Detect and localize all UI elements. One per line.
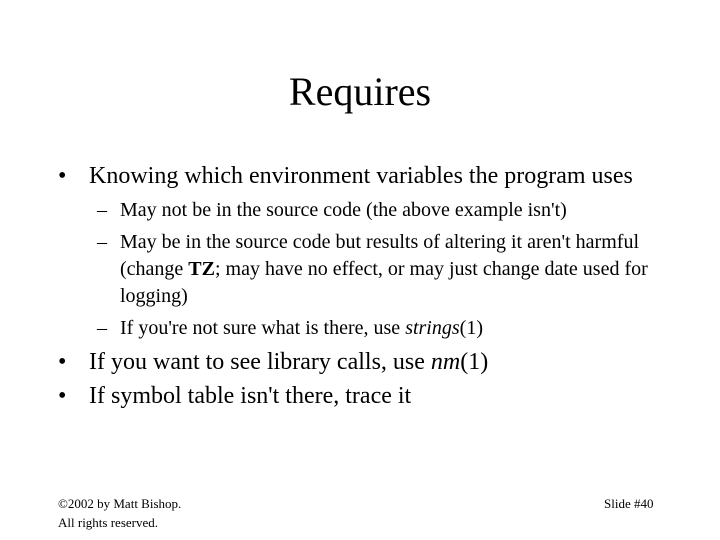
bullet-text — [89, 346, 698, 379]
subbullet-item-source-code — [97, 197, 698, 224]
nm-command: nm — [430, 349, 461, 375]
bullet-item-environment-variables — [58, 160, 698, 193]
bullet-text-part: (1) — [460, 349, 489, 375]
bullet-marker: • — [58, 163, 67, 189]
slide-number: Slide #40 — [604, 496, 654, 511]
bullet-text-part: If you want to see library calls, use — [89, 349, 431, 375]
copyright-line: ©2002 by Matt Bishop. — [58, 496, 182, 511]
subbullet-marker: – — [97, 317, 107, 339]
subbullet-text-part: (1) — [459, 317, 483, 339]
footer-copyright — [58, 494, 181, 532]
subbullet-item-strings — [97, 315, 698, 342]
strings-command: strings — [405, 317, 460, 339]
bullet-list — [58, 160, 698, 413]
bullet-marker: • — [58, 383, 67, 409]
subbullet-text — [120, 229, 698, 310]
subbullet-item-altering-results — [97, 229, 698, 310]
rights-line: All rights reserved. — [58, 515, 159, 530]
subbullet-text-part: If you're not sure what is there, use — [120, 317, 406, 339]
subbullet-text — [120, 315, 698, 342]
subbullet-marker: – — [97, 231, 107, 253]
bullet-marker: • — [58, 349, 67, 375]
tz-keyword: TZ — [188, 258, 215, 280]
slide-title: Requires — [288, 69, 432, 114]
subbullet-text-part: ; may have no effect, or may just change date used for logging) — [120, 258, 648, 307]
bullet-item-symbol-table — [58, 380, 698, 413]
bullet-text: Knowing which environment variables the program uses — [89, 163, 633, 189]
subbullet-marker: – — [97, 199, 107, 221]
subbullet-text: May not be in the source code (the above example isn't) — [120, 199, 567, 221]
bullet-item-library-calls — [58, 346, 698, 379]
bullet-text: If symbol table isn't there, trace it — [89, 383, 412, 409]
subbullet-text-part: May be in the source code but results of altering it aren't harmful (change — [120, 231, 639, 280]
